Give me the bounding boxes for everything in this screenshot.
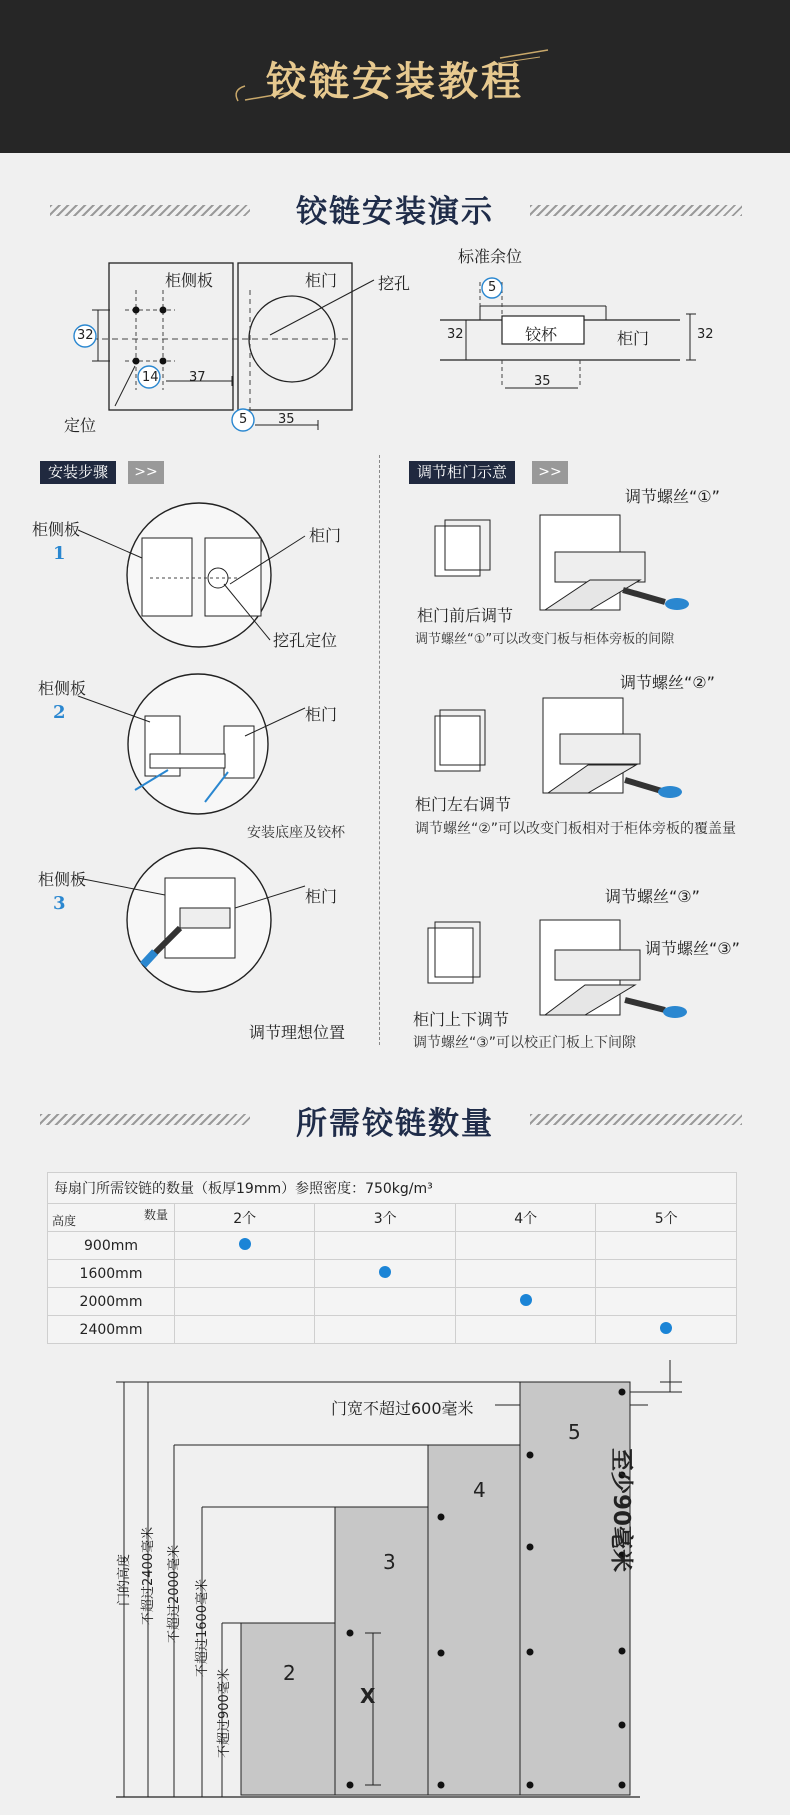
table-cell: [455, 1260, 595, 1288]
dim-32-left: 32: [77, 328, 94, 343]
dim-35-right: 35: [534, 374, 551, 389]
door-width-label: 门宽不超过600毫米: [331, 1399, 474, 1418]
table-cell: [596, 1288, 737, 1316]
adjust3-title: 柜门上下调节: [413, 1010, 510, 1029]
step1-note: 挖孔定位: [273, 631, 338, 650]
dim-5-left: 5: [239, 412, 248, 427]
row-height: 2400mm: [48, 1316, 175, 1344]
table-cell: [315, 1288, 455, 1316]
col-header: 5个: [596, 1204, 737, 1232]
cup-label: 铰杯: [525, 325, 558, 344]
dim-37: 37: [189, 370, 206, 385]
door-height-label: 门的高度: [117, 1553, 132, 1606]
step1-door-label: 柜门: [309, 526, 342, 545]
demo-section-title: 铰链安装演示: [296, 194, 494, 230]
col-header: 2个: [175, 1204, 315, 1232]
install-steps-arrow: >>: [128, 461, 164, 484]
header-banner: [0, 0, 790, 153]
table-row: [48, 1316, 737, 1344]
adjust-arrow: >>: [532, 461, 568, 484]
step3-side-label: 柜侧板: [38, 870, 87, 889]
table-cell: [596, 1232, 737, 1260]
table-cell: [175, 1316, 315, 1344]
dim-32-right-a: 32: [447, 327, 464, 342]
demo-locate-label: 定位: [64, 416, 97, 435]
panel-2-label: 2: [283, 1661, 296, 1685]
quantity-caption-row: [48, 1173, 737, 1204]
dim-35-left: 35: [278, 412, 295, 427]
table-row: [48, 1232, 737, 1260]
demo-cabinet-side-label: 柜侧板: [165, 271, 214, 290]
table-cell: [596, 1260, 737, 1288]
indicator-dot: [520, 1294, 532, 1306]
adjust1-title: 柜门前后调节: [417, 606, 514, 625]
quantity-section-title: 所需铰链数量: [296, 1106, 494, 1142]
quantity-table: [47, 1172, 737, 1344]
adjust2-desc: 调节螺丝“②”可以改变门板相对于柜体旁板的覆盖量: [415, 821, 737, 837]
step3-door-label: 柜门: [305, 887, 338, 906]
install-steps-diagram: [0, 490, 380, 1050]
adjust1-screw-label: 调节螺丝“①”: [625, 487, 720, 506]
max-2400-label: 不超过2400毫米: [141, 1526, 156, 1625]
table-cell: [175, 1260, 315, 1288]
adjust2-title: 柜门左右调节: [415, 795, 512, 814]
table-cell: [596, 1316, 737, 1344]
table-cell: [455, 1288, 595, 1316]
corner-count-label: 数量: [143, 1208, 168, 1222]
table-row: [48, 1288, 737, 1316]
step2-note: 安装底座及铰杯: [247, 825, 345, 841]
row-height: 1600mm: [48, 1260, 175, 1288]
dim-14: 14: [142, 370, 159, 385]
step1-number: 1: [53, 543, 66, 564]
max-1600-label: 不超过1600毫米: [195, 1578, 210, 1677]
quantity-caption: 每扇门所需铰链的数量（板厚19mm）参照密度：750kg/m³: [48, 1173, 737, 1204]
table-cell: [455, 1316, 595, 1344]
adjust2-screw-label: 调节螺丝“②”: [620, 673, 715, 692]
panel-4-label: 4: [473, 1478, 486, 1502]
row-height: 2000mm: [48, 1288, 175, 1316]
x-dimension-label: X: [360, 1684, 376, 1708]
step3-note: 调节理想位置: [249, 1023, 346, 1042]
std-margin-label: 标准余位: [458, 247, 523, 266]
step3-number: 3: [53, 893, 66, 914]
col-header: 3个: [315, 1204, 455, 1232]
adjust1-desc: 调节螺丝“①”可以改变门板与柜体旁板的间隙: [415, 632, 675, 647]
adjust3-screw-label-2: 调节螺丝“③”: [645, 939, 740, 958]
dim-5-right: 5: [488, 280, 497, 295]
table-row: [48, 1260, 737, 1288]
step2-side-label: 柜侧板: [38, 679, 87, 698]
table-cell: [315, 1260, 455, 1288]
install-steps-tag: 安装步骤: [40, 461, 116, 484]
adjust-tag: 调节柜门示意: [409, 461, 515, 484]
dim-32-right-b: 32: [697, 327, 714, 342]
indicator-dot: [239, 1238, 251, 1250]
indicator-dot: [660, 1322, 672, 1334]
table-cell: [315, 1232, 455, 1260]
corner-height-label: 高度: [52, 1214, 77, 1228]
panel-5-label: 5: [568, 1420, 581, 1444]
max-2000-label: 不超过2000毫米: [167, 1544, 182, 1643]
table-cell: [455, 1232, 595, 1260]
table-cell: [175, 1232, 315, 1260]
adjust3-desc: 调节螺丝“③”可以校正门板上下间隙: [413, 1035, 637, 1051]
row-height: 900mm: [48, 1232, 175, 1260]
min-gap-label: 至少90毫米: [608, 1448, 634, 1573]
quantity-header-row: [48, 1204, 737, 1232]
table-cell: [315, 1316, 455, 1344]
step2-door-label: 柜门: [305, 705, 338, 724]
demo-door-label: 柜门: [305, 271, 338, 290]
demo-hole-label: 挖孔: [378, 274, 411, 293]
demo-door-label-right: 柜门: [617, 329, 650, 348]
step1-side-label: 柜侧板: [32, 520, 81, 539]
step2-number: 2: [53, 702, 66, 723]
max-900-label: 不超过900毫米: [217, 1668, 232, 1758]
demo-diagram: [0, 240, 790, 440]
col-header: 4个: [455, 1204, 595, 1232]
panel-3-label: 3: [383, 1550, 396, 1574]
table-cell: [175, 1288, 315, 1316]
adjust3-screw-label: 调节螺丝“③”: [605, 887, 700, 906]
quantity-corner-cell: [48, 1204, 175, 1232]
indicator-dot: [379, 1266, 391, 1278]
page-title: 铰链安装教程: [266, 58, 524, 105]
